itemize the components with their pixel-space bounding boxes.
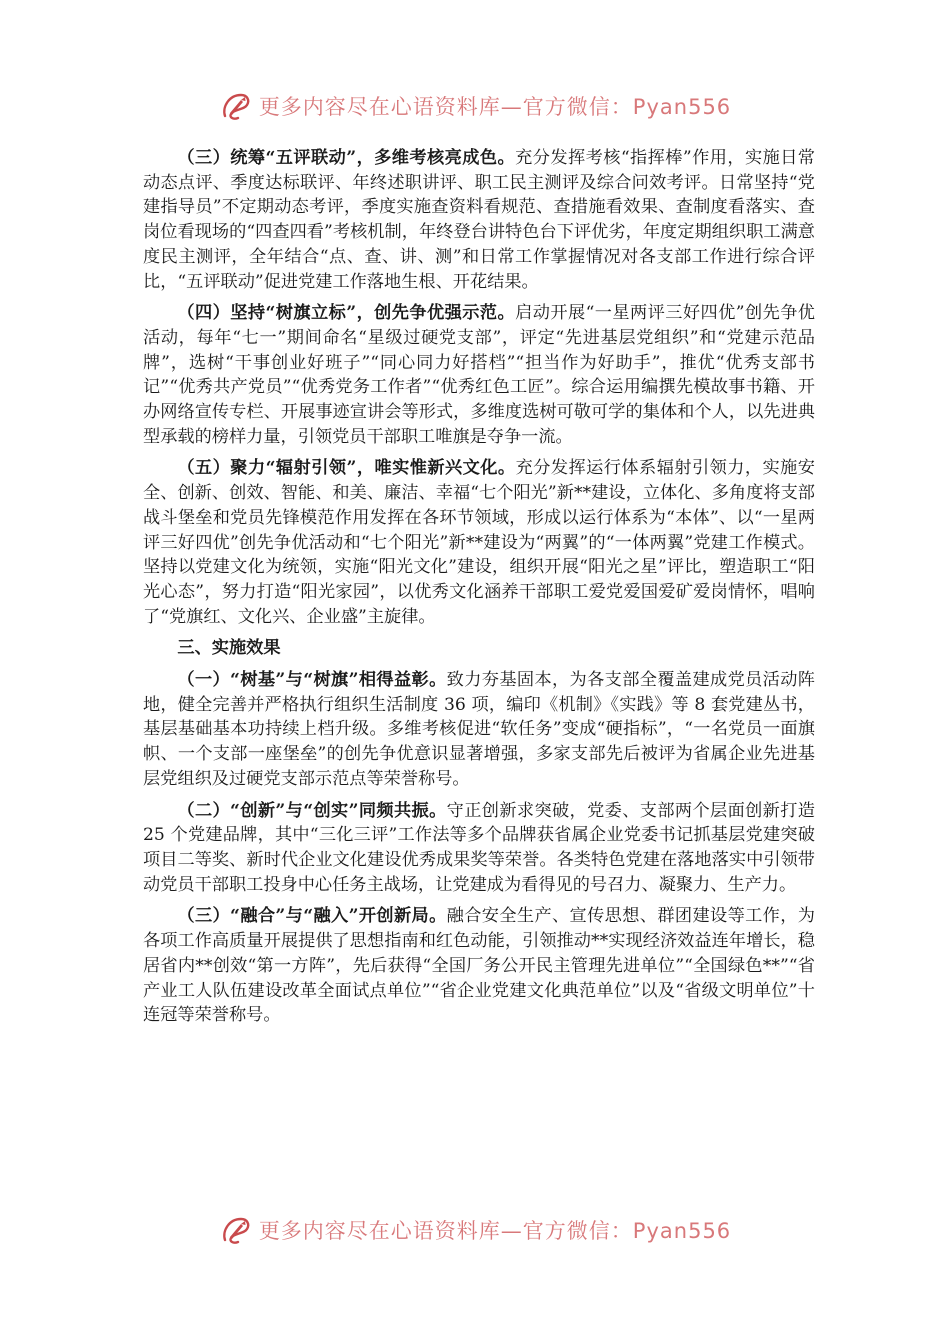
paragraph-lead: （一）“树基”与“树旗”相得益彰。 bbox=[177, 670, 447, 691]
paragraph-lead: （二）“创新”与“创实”同频共振。 bbox=[177, 800, 447, 821]
pen-nib-swirl-icon bbox=[219, 1213, 253, 1247]
paragraph-lead: （四）坚持“树旗立标”，创先争优强示范。 bbox=[177, 303, 516, 324]
header-watermark bbox=[0, 84, 950, 128]
paragraph-lead: （三）“融合”与“融入”开创新局。 bbox=[177, 906, 447, 927]
paragraph-text: 守正创新求突破，党委、支部两个层面创新打造 25 个党建品牌，其中“三化三评”工作法等多个品牌获省属企业党委书记抓基层党建突破项目二等奖、新时代企业文化建设优秀成果奖等荣誉。各类特色党建在落地落实中引领带动党员干部职工投身中心任务主战场，让党建成为看得见的号召力、凝聚力、生产力。 bbox=[143, 800, 815, 895]
paragraph bbox=[143, 301, 815, 449]
paragraph bbox=[143, 456, 815, 629]
paragraph-text: 融合安全生产、宣传思想、群团建设等工作，为各项工作高质量开展提供了思想指南和红色动能，引领推动**实现经济效益连年增长，稳居省内**创效“第一方阵”，先后获得“全国厂务公开民主管理先进单位”“全国绿色**”“省产业工人队伍建设改革全面试点单位”“省企业党建文化典范单位”以及“省级文明单位”十连冠等荣誉称号。 bbox=[143, 906, 815, 1026]
paragraph bbox=[143, 904, 815, 1028]
paragraph-lead: （三）统筹“五评联动”，多维考核亮成色。 bbox=[177, 148, 516, 168]
footer-watermark bbox=[0, 1208, 950, 1252]
paragraph-text: 启动开展“一星两评三好四优”创先争优活动，每年“七一”期间命名“星级过硬党支部”，评定“先进基层党组织”和“党建示范品牌”，选树“干事创业好班子”“同心同力好搭档”“担当作为好助手”，推优“优秀支部书记”“优秀共产党员”“优秀党务工作者”“优秀红色工匠”。综合运用编撰先模故事书籍、开办网络宣传专栏、开展事迹宣讲会等形式，多维度选树可敬可学的集体和个人，以先进典型承载的榜样力量，引领党员干部职工唯旗是夺争一流。 bbox=[143, 303, 815, 447]
paragraph-lead: （五）聚力“辐射引领”，唯实惟新兴文化。 bbox=[177, 458, 516, 479]
paragraph bbox=[143, 146, 815, 294]
paragraph-text: 充分发挥运行体系辐射引领力，实施安全、创新、创效、智能、和美、廉洁、幸福“七个阳光”新**建设，立体化、多角度将支部战斗堡垒和党员先锋模范作用发挥在各环节领域，形成以运行体系为“本体”、以“一星两评三好四优”创先争优活动和“七个阳光”新**建设为“两翼”的“一体两翼”党建工作模式。坚持以党建文化为统领，实施“阳光文化”建设，组织开展“阳光之星”评比，塑造职工“阳光心态”，努力打造“阳光家园”，以优秀文化涵养干部职工爱党爱国爱矿爱岗情怀，唱响了“党旗红、文化兴、企业盛”主旋律。 bbox=[143, 458, 815, 627]
section-heading bbox=[143, 636, 815, 661]
document-body bbox=[143, 146, 815, 1035]
watermark-text: 更多内容尽在心语资料库—官方微信：Pyan556 bbox=[258, 1219, 732, 1243]
paragraph-text: 充分发挥考核“指挥棒”作用，实施日常动态点评、季度达标联评、年终述职讲评、职工民主测评及综合问效考评。日常坚持“党建指导员”不定期动态考评，季度实施查资料看规范、查措施看效果、查制度看落实、查岗位看现场的“四查四看”考核机制，年终登台讲特色台下评优劣，年度定期组织职工满意度民主测评，全年结合“点、查、讲、测”和日常工作掌握情况对各支部工作进行综合评比，“五评联动”促进党建工作落地生根、开花结果。 bbox=[143, 148, 815, 292]
paragraph bbox=[143, 668, 815, 792]
paragraph-text: 致力夯基固本，为各支部全覆盖建成党员活动阵地，健全完善并严格执行组织生活制度 36 项，编印《机制》《实践》等 8 套党建丛书，基层基础基本功持续上档升级。多维考核促进“软任务”变成“硬指标”，“一名党员一面旗帜、一个支部一座堡垒”的创先争优意识显著增强，多家支部先后被评为省属企业先进基层党组织及过硬党支部示范点等荣誉称号。 bbox=[143, 670, 815, 789]
paragraph bbox=[143, 799, 815, 898]
section-heading-text: 三、实施效果 bbox=[177, 638, 281, 659]
pen-nib-swirl-icon bbox=[219, 89, 253, 123]
watermark-text: 更多内容尽在心语资料库—官方微信：Pyan556 bbox=[258, 95, 732, 119]
